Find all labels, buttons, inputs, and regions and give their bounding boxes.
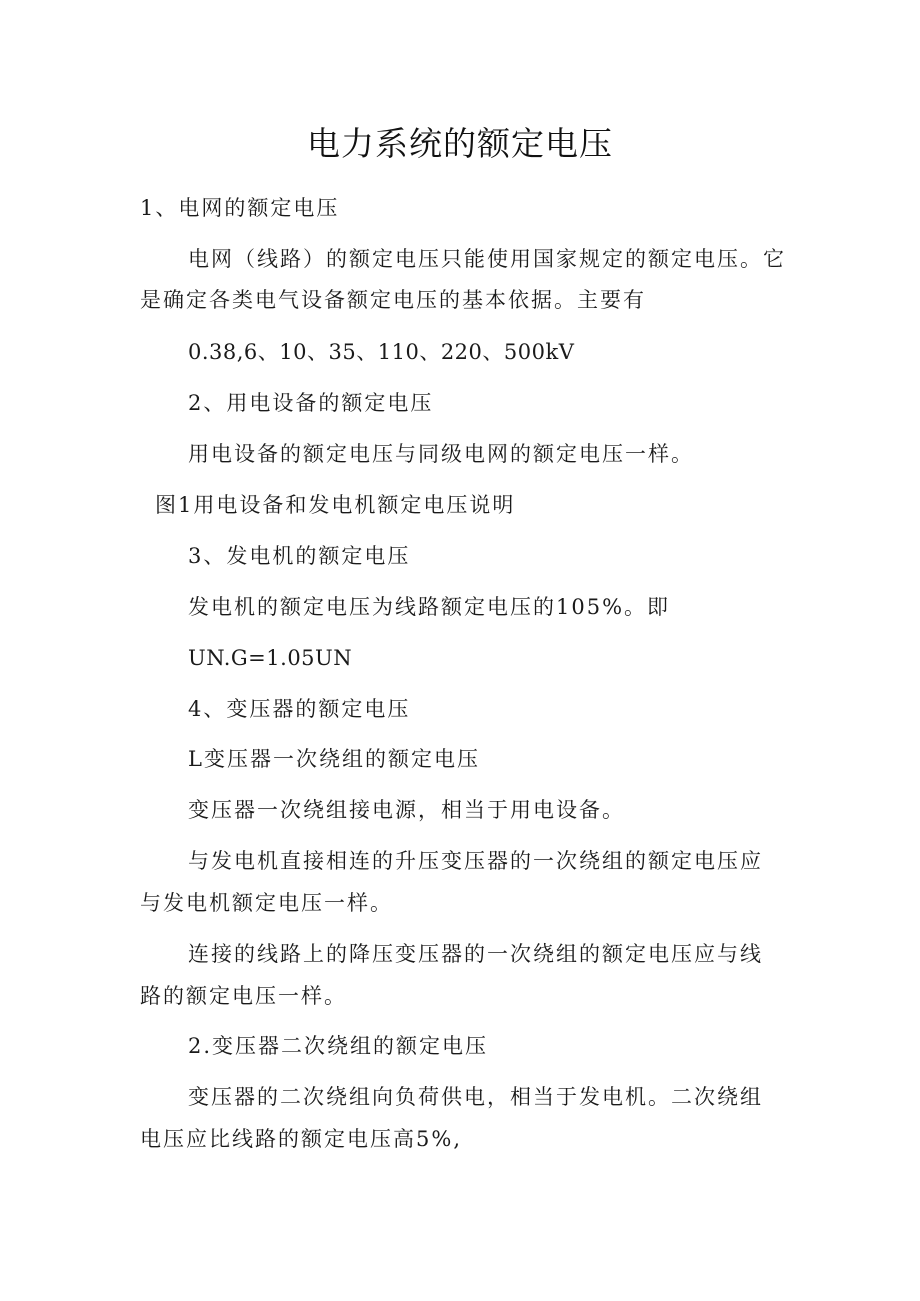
section-heading-grid-voltage: 1、电网的额定电压 bbox=[140, 196, 340, 220]
paragraph-line: 与发电机直接相连的升压变压器的一次绕组的额定电压应 bbox=[188, 849, 763, 873]
paragraph-line: 变压器一次绕组接电源，相当于用电设备。 bbox=[188, 798, 625, 822]
paragraph-line: 电网（线路）的额定电压只能使用国家规定的额定电压。它 bbox=[188, 247, 786, 271]
paragraph-line: 电压应比线路的额定电压高5%, bbox=[140, 1127, 462, 1151]
paragraph-line: 用电设备的额定电压与同级电网的额定电压一样。 bbox=[188, 442, 694, 466]
document-title: 电力系统的额定电压 bbox=[307, 124, 613, 163]
figure-caption: 图1用电设备和发电机额定电压说明 bbox=[155, 493, 516, 517]
paragraph-line: 是确定各类电气设备额定电压的基本依据。主要有 bbox=[140, 288, 646, 312]
formula-line: UN.G=1.05UN bbox=[188, 646, 353, 670]
section-heading-device-voltage: 2、用电设备的额定电压 bbox=[188, 391, 434, 415]
paragraph-line: 与发电机额定电压一样。 bbox=[140, 891, 393, 915]
paragraph-line: 发电机的额定电压为线路额定电压的105%。即 bbox=[188, 595, 671, 619]
section-heading-generator-voltage: 3、发电机的额定电压 bbox=[188, 544, 411, 568]
paragraph-line: 路的额定电压一样。 bbox=[140, 984, 347, 1008]
subsection-heading-secondary-winding: 2.变压器二次绕组的额定电压 bbox=[188, 1034, 489, 1058]
subsection-heading-primary-winding: L变压器一次绕组的额定电压 bbox=[188, 747, 480, 771]
voltage-list: 0.38,6、10、35、110、220、500kV bbox=[188, 340, 575, 364]
section-heading-transformer-voltage: 4、变压器的额定电压 bbox=[188, 697, 411, 721]
paragraph-line: 变压器的二次绕组向负荷供电，相当于发电机。二次绕组 bbox=[188, 1085, 763, 1109]
paragraph-line: 连接的线路上的降压变压器的一次绕组的额定电压应与线 bbox=[188, 942, 763, 966]
